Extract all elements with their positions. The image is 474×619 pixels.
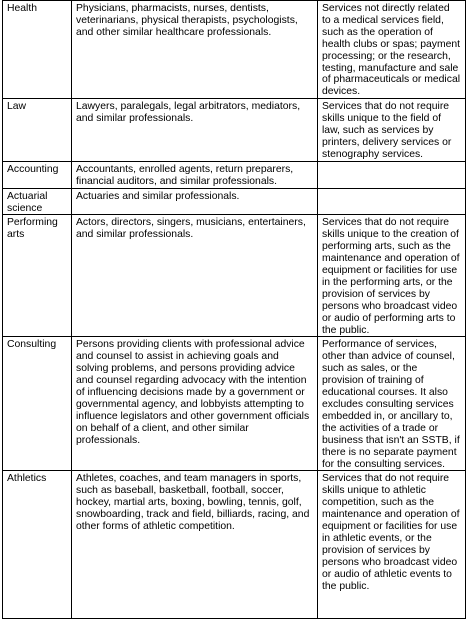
professionals-cell: Actors, directors, singers, musicians, entertainers, and similar professionals. [72, 215, 318, 337]
exclusions-cell: Services not directly related to a medical services field, such as the operation of health clubs or spas; payment processing; or the research, testing, manufacture and sale of pharmaceuticals or medical devices. [318, 1, 466, 99]
exclusions-cell: Performance of services, other than advice of counsel, such as sales, or the provision of training of educational courses. It also excludes consulting services embedded in, or ancillary to, the activities of a trade or business that isn't an SSTB, if there is no separate payment for the consulting services. [318, 337, 466, 471]
field-cell: Consulting [3, 337, 72, 471]
exclusions-cell: Services that do not require skills unique to the field of law, such as services by printers, delivery services or stenography services. [318, 99, 466, 162]
field-cell: Performing arts [3, 215, 72, 337]
professionals-cell: Actuaries and similar professionals. [72, 188, 318, 215]
field-cell: Athletics [3, 471, 72, 619]
table-row [3, 188, 466, 215]
field-cell: Law [3, 99, 72, 162]
table-row [3, 215, 466, 337]
field-cell: Health [3, 1, 72, 99]
exclusions-cell: Services that do not require skills unique to the creation of performing arts, such as the maintenance and operation of equipment or facilities for use in the performing arts, or the provision of services by persons who broadcast video or audio of performing arts to the public. [318, 215, 466, 337]
professionals-cell: Persons providing clients with professional advice and counsel to assist in achieving goals and solving problems, and persons providing advice and counsel regarding advocacy with the intention of influencing decisions made by a government or governmental agency, and lobbyists attempting to influence legislators and other government officials on behalf of a client, and other similar professionals. [72, 337, 318, 471]
professionals-cell: Accountants, enrolled agents, return preparers, financial auditors, and similar professionals. [72, 161, 318, 188]
table-row [3, 99, 466, 162]
table-row [3, 161, 466, 188]
table-row [3, 471, 466, 619]
exclusions-cell: Services that do not require skills unique to athletic competition, such as the maintenance and operation of equipment or facilities for use in athletic events, or the provision of services by persons who broadcast video or audio of athletic events to the public. [318, 471, 466, 619]
professionals-cell: Lawyers, paralegals, legal arbitrators, mediators, and similar professionals. [72, 99, 318, 162]
exclusions-cell [318, 161, 466, 188]
field-cell: Actuarial science [3, 188, 72, 215]
table-row [3, 1, 466, 99]
professionals-cell: Athletes, coaches, and team managers in sports, such as baseball, basketball, football, soccer, hockey, martial arts, boxing, bowling, tennis, golf, snowboarding, track and field, billiards, racing, and other forms of athletic competition. [72, 471, 318, 619]
professionals-cell: Physicians, pharmacists, nurses, dentists, veterinarians, physical therapists, psychologists, and other similar healthcare professionals. [72, 1, 318, 99]
field-cell: Accounting [3, 161, 72, 188]
exclusions-cell [318, 188, 466, 215]
sstb-fields-table [2, 0, 466, 619]
table-row [3, 337, 466, 471]
